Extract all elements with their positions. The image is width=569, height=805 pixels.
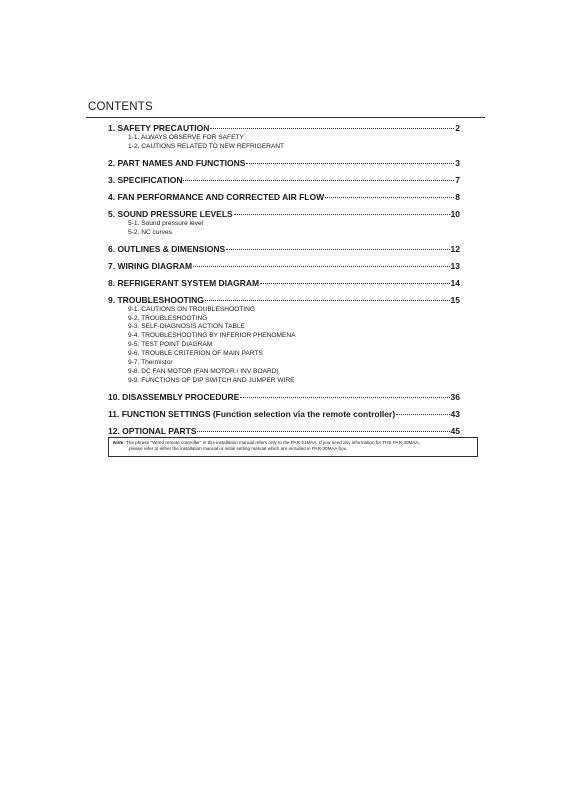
toc-section xyxy=(108,209,460,238)
dot-leader xyxy=(325,197,454,198)
toc-subentry[interactable]: 9-1. CAUTIONS ON TROUBLESHOOTING xyxy=(128,305,256,313)
toc-section xyxy=(108,392,460,403)
toc-entry-label: 5. SOUND PRESSURE LEVELS xyxy=(108,208,233,219)
dot-leader xyxy=(260,283,449,284)
dot-leader xyxy=(183,180,454,181)
toc-section xyxy=(108,278,460,289)
toc-entry-label: 9. TROUBLESHOOTING xyxy=(108,294,204,305)
dot-leader xyxy=(226,249,449,250)
dot-leader xyxy=(205,300,450,301)
toc-subentry[interactable]: 5-2. NC curves xyxy=(128,228,172,236)
toc-entry[interactable] xyxy=(108,426,460,437)
toc-page-number: 36 xyxy=(450,391,460,402)
toc-entry[interactable] xyxy=(108,295,460,306)
toc-section xyxy=(108,426,460,437)
note-text-1: The phrase "Wired remote controller" in this installation manual refers only to the PAR-21MAA. If you need any information for THE PAR-30MAA, xyxy=(125,440,420,445)
toc-entry[interactable] xyxy=(108,244,460,255)
toc-page-number: 14 xyxy=(450,277,460,288)
toc-page-number: 2 xyxy=(455,123,460,133)
toc-page-number: 10 xyxy=(450,208,460,219)
toc-entry-label: 12. OPTIONAL PARTS xyxy=(108,425,197,436)
toc-entry-label: 6. OUTLINES & DIMENSIONS xyxy=(108,243,226,254)
toc-entry[interactable] xyxy=(108,209,460,220)
toc-entry[interactable] xyxy=(108,175,460,186)
note-label: Note: xyxy=(113,440,125,445)
toc-section xyxy=(108,261,460,272)
title-rule xyxy=(86,117,485,118)
toc-subentry[interactable]: 9-3. SELF-DIAGNOSIS ACTION TABLE xyxy=(128,323,246,331)
toc-subentry[interactable]: 9-9. FUNCTIONS OF DIP SWITCH AND JUMPER WIRE xyxy=(128,376,295,384)
dot-leader xyxy=(396,414,449,415)
dot-leader xyxy=(240,397,449,398)
toc-section xyxy=(108,244,460,255)
toc-subentry[interactable]: 9-6. TROUBLE CRITERION OF MAIN PARTS xyxy=(128,350,263,358)
toc-subentry[interactable]: 1-1. ALWAYS OBSERVE FOR SAFETY xyxy=(128,134,244,141)
toc-section xyxy=(108,295,460,386)
toc-entry[interactable] xyxy=(108,278,460,289)
toc-entry[interactable] xyxy=(108,123,460,134)
toc-section xyxy=(108,123,460,152)
toc-entry-label: 1. SAFETY PRECAUTION xyxy=(108,123,210,133)
toc-subentry[interactable]: 9-7. Thermistor xyxy=(128,359,173,367)
dot-leader xyxy=(193,266,449,267)
dot-leader xyxy=(197,431,449,432)
toc-page-number: 45 xyxy=(450,425,460,436)
dot-leader xyxy=(234,214,450,215)
toc-entry-label: 11. FUNCTION SETTINGS (Function selection via the remote controller) xyxy=(108,408,396,419)
note-box xyxy=(108,437,478,457)
dot-leader xyxy=(210,128,454,129)
toc-entry-label: 10. DISASSEMBLY PROCEDURE xyxy=(108,391,240,402)
toc-page-number: 13 xyxy=(450,260,460,271)
toc-entry-label: 2. PART NAMES AND FUNCTIONS xyxy=(108,157,246,168)
toc-page-number: 15 xyxy=(450,294,460,305)
note-text-2: please refer to either the installation manual or initial setting manual which are included in PAR-30MAA box. xyxy=(129,446,348,452)
toc-page-number: 7 xyxy=(455,174,460,185)
toc-subentry[interactable]: 9-4. TROUBLESHOOTING BY INFERIOR PHENOMENA xyxy=(128,332,296,340)
page-title: CONTENTS xyxy=(88,101,153,113)
toc-entry[interactable] xyxy=(108,409,460,420)
toc-section xyxy=(108,175,460,186)
toc-entry-label: 8. REFRIGERANT SYSTEM DIAGRAM xyxy=(108,277,260,288)
toc-page-number: 8 xyxy=(455,191,460,202)
toc-entry-label: 7. WIRING DIAGRAM xyxy=(108,260,193,271)
dot-leader xyxy=(246,163,454,164)
toc-section xyxy=(108,158,460,169)
toc-entry-label: 3. SPECIFICATION xyxy=(108,174,183,185)
toc-subentry[interactable]: 1-2. CAUTIONS RELATED TO NEW REFRIGERANT xyxy=(128,142,285,150)
toc-entry[interactable] xyxy=(108,158,460,169)
toc-section xyxy=(108,192,460,203)
toc-page-number: 43 xyxy=(450,408,460,419)
toc-entry-label: 4. FAN PERFORMANCE AND CORRECTED AIR FLOW xyxy=(108,191,325,202)
toc-subentry[interactable]: 9-2. TROUBLESHOOTING xyxy=(128,314,208,322)
table-of-contents xyxy=(108,123,460,443)
toc-section xyxy=(108,409,460,420)
toc-page-number: 3 xyxy=(455,157,460,168)
toc-page-number: 12 xyxy=(450,243,460,254)
toc-subentry[interactable]: 9-5. TEST POINT DIAGRAM xyxy=(128,341,213,349)
toc-subentry[interactable]: 9-8. DC FAN MOTOR (FAN MOTOR / INV BOARD) xyxy=(128,367,279,375)
toc-entry[interactable] xyxy=(108,392,460,403)
toc-entry[interactable] xyxy=(108,192,460,203)
toc-entry[interactable] xyxy=(108,261,460,272)
toc-subentry[interactable]: 5-1. Sound pressure level xyxy=(128,219,204,227)
